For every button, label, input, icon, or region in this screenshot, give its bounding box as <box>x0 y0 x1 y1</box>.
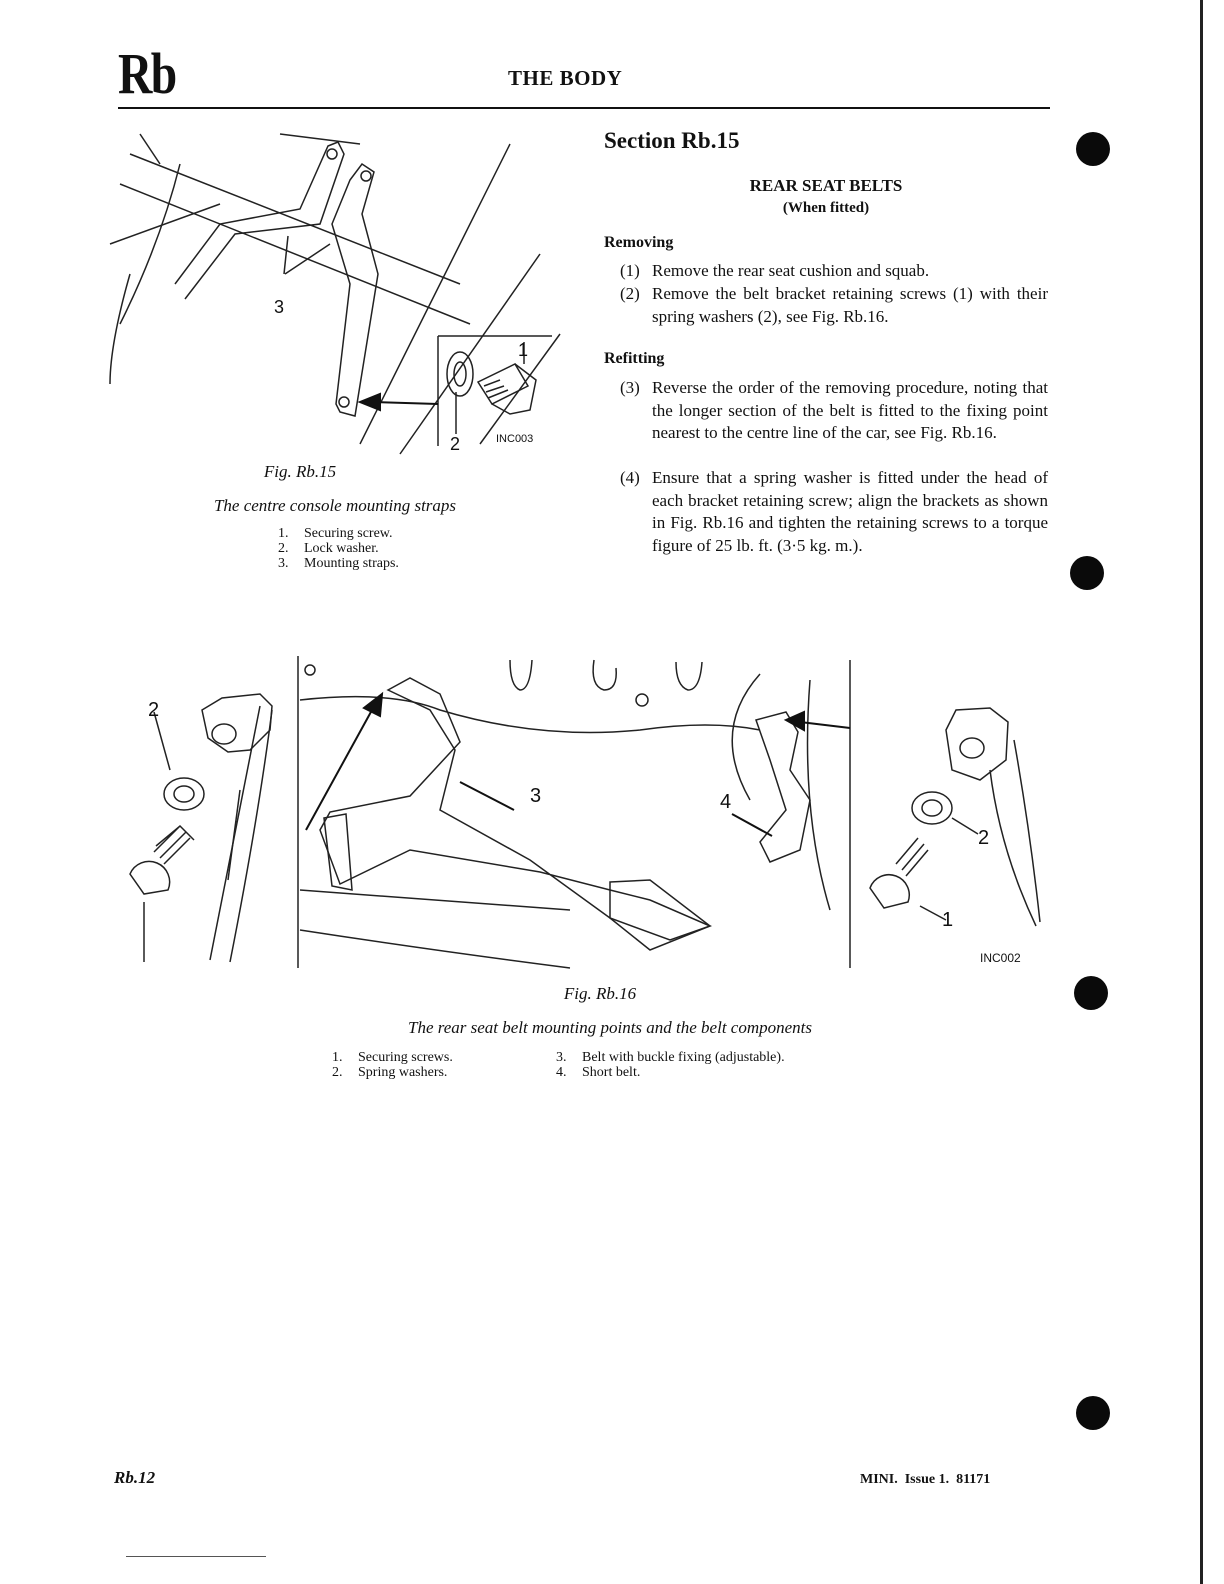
section-heading: Section Rb.15 <box>604 128 740 153</box>
figure-rb15-caption: Fig. Rb.15 <box>263 462 337 481</box>
legend-item: 3. Belt with buckle fixing (adjustable). <box>556 1050 785 1065</box>
legend-item: 1. Securing screw. <box>278 526 393 541</box>
section-title: REAR SEAT BELTS <box>749 176 903 195</box>
legend-item: 2. Spring washers. <box>332 1065 448 1080</box>
binder-hole-dot <box>1070 556 1104 590</box>
page-number: Rb.12 <box>114 1468 156 1487</box>
figure-rb16-illustration <box>110 650 1050 970</box>
footer-line <box>126 1556 266 1557</box>
fig16-callout-2-left: 2 <box>148 699 160 721</box>
procedure-step: (1) Remove the rear seat cushion and squab. <box>620 261 930 280</box>
removing-heading: Removing <box>604 234 674 251</box>
procedure-step: (3) Reverse the order of the removing procedure, noting that the longer section of the belt is fitted to the fixing point nearest to the centre line of the car, see Fig. Rb.16. <box>620 378 1048 442</box>
page-title: THE BODY <box>508 66 623 90</box>
procedure-step: (2) Remove the belt bracket retaining screws (1) with their spring washers (2), see Fig. Rb.16. <box>620 284 1048 326</box>
figure-rb16-legend-col2 <box>556 1050 785 1080</box>
refitting-heading: Refitting <box>604 350 665 367</box>
legend-item: 2. Lock washer. <box>278 541 379 556</box>
header-rule <box>118 107 1050 109</box>
figure-rb15-illustration <box>100 124 570 464</box>
figure-rb15-legend <box>278 526 399 571</box>
issue-info: MINI. Issue 1. 81171 <box>860 1472 991 1487</box>
fig16-callout-1: 1 <box>942 909 954 931</box>
fig15-callout-2: 2 <box>450 434 461 454</box>
fig16-callout-4: 4 <box>720 791 732 813</box>
figure-rb16-legend-col1 <box>332 1050 453 1080</box>
fig16-callout-3: 3 <box>530 785 542 807</box>
binder-hole-dot <box>1076 132 1110 166</box>
page-edge <box>1200 0 1203 1584</box>
fig16-callout-2-right: 2 <box>978 827 990 849</box>
figure-rb16-description: The rear seat belt mounting points and the belt components <box>407 1018 813 1037</box>
fig16-code: INC002 <box>980 951 1021 965</box>
fig15-callout-3: 3 <box>274 297 285 317</box>
legend-item: 3. Mounting straps. <box>278 556 399 571</box>
section-subtitle: (When fitted) <box>782 200 870 216</box>
fig15-callout-1: 1 <box>518 340 529 360</box>
legend-item: 4. Short belt. <box>556 1065 641 1080</box>
legend-item: 1. Securing screws. <box>332 1050 453 1065</box>
binder-hole-dot <box>1076 1396 1110 1430</box>
figure-rb16-caption: Fig. Rb.16 <box>563 984 637 1003</box>
procedure-step: (4) Ensure that a spring washer is fitted under the head of each bracket retaining screw; align the brackets as shown in Fig. Rb.16 and tighten the retaining screws to a torque figure of 25 lb. ft. (3·5 kg. m.). <box>620 468 1048 555</box>
section-letter: Rb <box>118 41 176 106</box>
fig15-code: INC003 <box>496 433 534 445</box>
binder-hole-dot <box>1074 976 1108 1010</box>
figure-rb15-description: The centre console mounting straps <box>213 496 457 515</box>
